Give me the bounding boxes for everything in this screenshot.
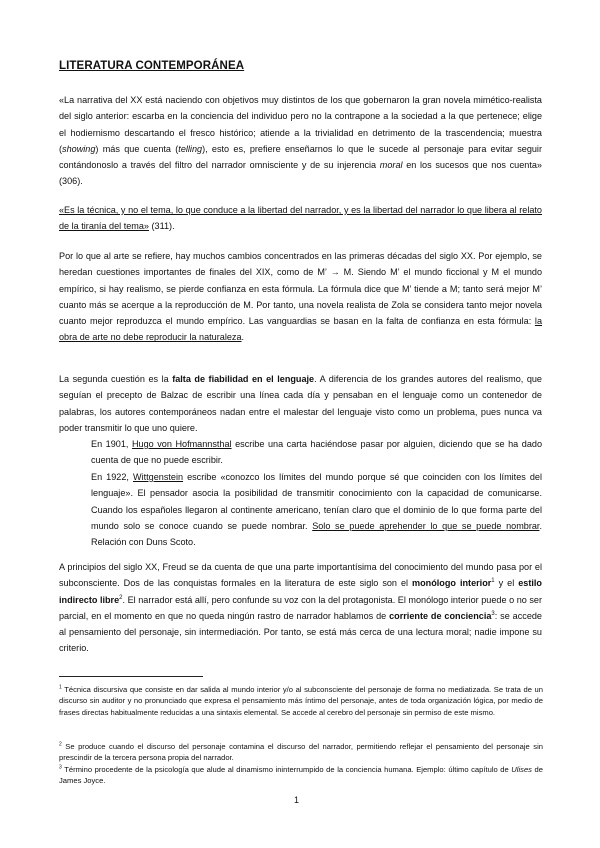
footnote-1: $^1$ Técnica discursiva que consiste en dar salida al mundo interior y/o al subconsciente del personaje de forma no mediatizada. Se trata de un discurso sin auditor y no pronunciado que expresa el pensamiento más íntimo del personaje, antes de toda organización lógica, por medio de frases directas habitualmente reducidas a una sintaxis elemental. Se accede al cerebro del personaje sin permiso de este mismo. <box>59 684 543 717</box>
paragraph-quote-technique: «Es la técnica, y no el tema, lo que conduce a la libertad del narrador, y es la libertad del narrador lo que libera al relato de la tiranía del tema» (311). <box>59 205 542 232</box>
paragraph-wittgenstein: En 1922, Wittgenstein escribe «conozco los límites del mundo porque sé que coinciden con los límites del lenguaje». El pensador asocia la posibilidad de transmitir conocimiento con la capacidad de comunicarse. Cuando los españoles llegaron al continente americano, tenían claro que el dominio de lo que forma parte del mundo solo se conoce cuando se puede nombrar. Solo se puede aprehender lo que se puede nombrar. Relación con Duns Scoto. <box>91 472 542 548</box>
footnote-divider <box>59 676 203 677</box>
footnote-2: $^2$ Se produce cuando el discurso del personaje contamina el discurso del narrador, permitiendo reflejar el pensamiento del personaje sin prescindir de la tercera persona propia del narrador. <box>59 741 543 763</box>
paragraph-language: La segunda cuestión es la falta de fiabilidad en el lenguaje. A diferencia de los grandes autores del realismo, que seguían el precepto de Balzac de escribir una línea cada día y pensaban en el lenguaje como un contenedor de palabras, los autores contemporáneos nadan entre el malestar del lenguaje visto como un problema, pues nunca va poder transmitir lo que uno quiere. <box>59 374 542 433</box>
underlined-quote: «Es la técnica, y no el tema, lo que conduce a la libertad del narrador, y es la libertad del narrador lo que libera al relato de la tiranía del tema» <box>59 205 542 232</box>
page-title: LITERATURA CONTEMPORÁNEA <box>59 60 245 72</box>
footnote-3: $^3$ Término procedente de la psicología que alude al dinamismo ininterrumpido de la conciencia humana. Ejemplo: último capítulo de Ulises de James Joyce. <box>59 764 543 786</box>
page-number: 1 <box>294 795 300 805</box>
paragraph-quote-narrative: «La narrativa del XX está naciendo con objetivos muy distintos de los que gobernaron la gran novela mimético-realista del siglo anterior: escarba en la conciencia del individuo pero no la contrapone a la sociedad a la que pertenece; elige el hodiernismo descartando el fresco histórico; atiende a la trivialidad en detrimento de la trascendencia; muestra (showing) más que cuenta (telling), esto es, prefiere enseñarnos lo que le sucede al personaje para evitar seguir contándonoslo a través del filtro del narrador omnisciente y de su injerencia moral en los sucesos que nos cuenta» (306). <box>59 95 542 187</box>
paragraph-hofmannsthal: En 1901, Hugo von Hofmannsthal escribe una carta haciéndose pasar por alguien, diciendo que se ha dado cuenta de que no puede escribir. <box>91 439 542 466</box>
paragraph-art-changes: Por lo que al arte se refiere, hay muchos cambios concentrados en las primeras décadas del siglo XX. Por ejemplo, se heredan cuestiones importantes de finales del XIX, como de M’ → M. Siendo M’ el mundo ficcional y M el mundo empírico, si hay realismo, se pierde confianza en esta fórmula. La fórmula dice que M’ tiende a M; tanto será mejor M’ cuanto más se acerque a la reproducción de M. Por tanto, una novela realista de Zola se considera tanto mejor novela cuanto mejor reproduzca el mundo empírico. Las vanguardias se basan en la falta de confianza en esta fórmula: la obra de arte no debe reproducir la naturaleza. <box>59 251 542 343</box>
paragraph-freud: A principios del siglo XX, Freud se da cuenta de que una parte importantísima del conocimiento del mundo pasa por el subconsciente. Dos de las conquistas formales en la literatura de este siglo son el monólogo interior$^1$ y el estilo indirecto libre$^2$. El narrador está allí, pero confunde su voz con la del protagonista. El monólogo interior puede o no ser parcial, en el momento en que no queda ningún rastro de narrador hablamos de corriente de conciencia$^3$: se accede al pensamiento del personaje, sin intermediación. Por tanto, se está más cerca de una lectura moral; nadie impone su criterio. <box>59 562 542 654</box>
